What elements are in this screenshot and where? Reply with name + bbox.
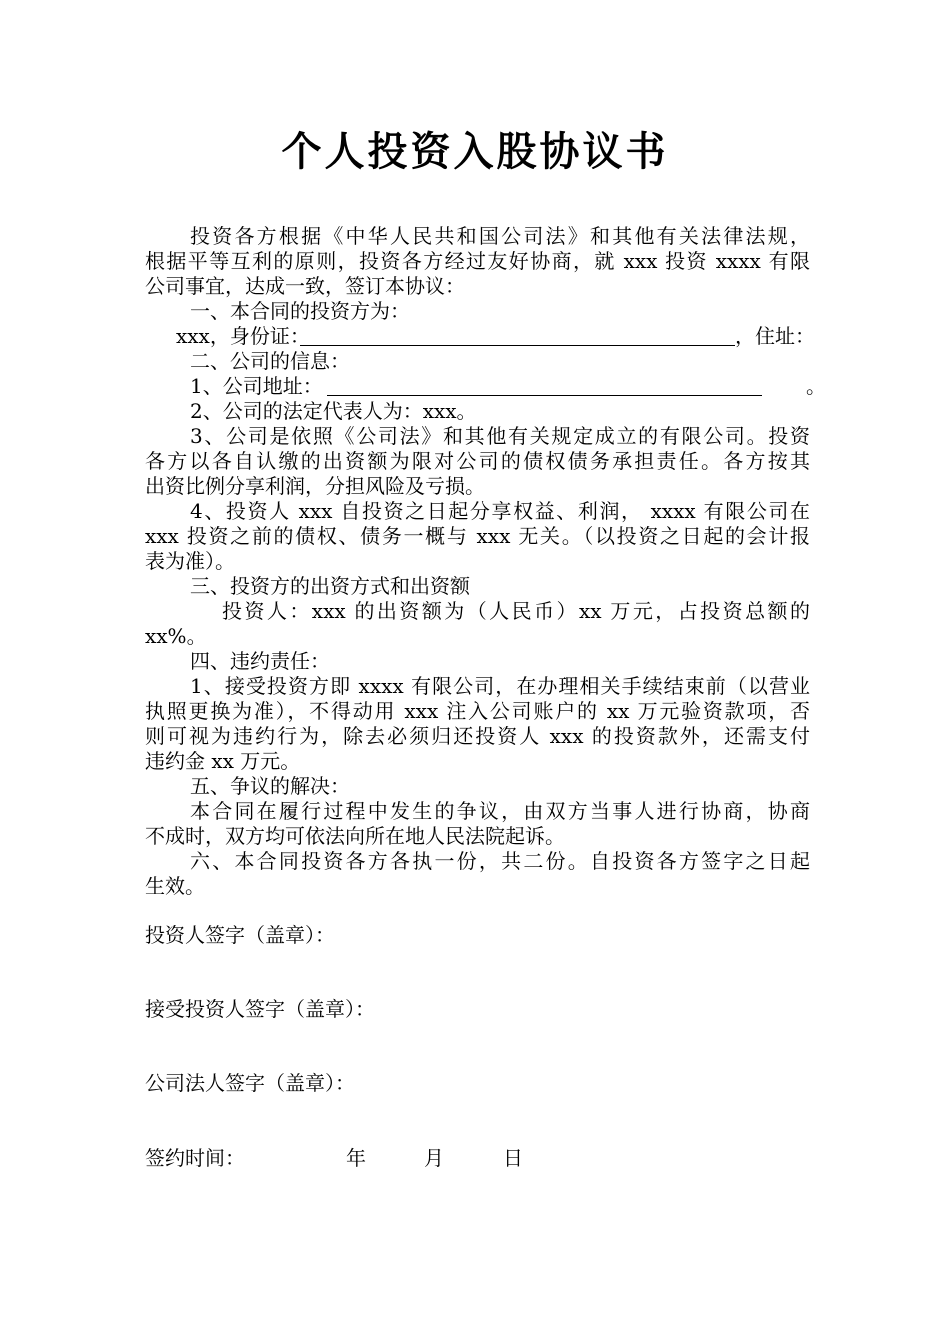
id-number-blank-line — [300, 345, 735, 346]
address-label: ，住址： — [735, 324, 815, 348]
receiver-signature-label: 接受投资人签字（盖章）： — [145, 997, 375, 1021]
sec2-item3-line-2: 各方以各自认缴的出资额为限对公司的债权债务承担责任。各方按其 — [145, 449, 810, 473]
company-address-blank-line — [327, 395, 762, 396]
sec3-body-line-1: 投资人：xxx 的出资额为（人民币）xx 万元，占投资总额的 — [222, 599, 810, 623]
sec2-item4-line-3: 表为准）。 — [145, 549, 235, 573]
section-3-heading: 三、投资方的出资方式和出资额 — [190, 574, 470, 598]
sec6-body-line-2: 生效。 — [145, 874, 205, 898]
sec2-item3-line-3: 出资比例分享利润，分担风险及亏损。 — [145, 474, 485, 498]
sec5-body-line-2: 不成时，双方均可依法向所在地人民法院起诉。 — [145, 824, 565, 848]
section-1-heading: 一、本合同的投资方为： — [190, 299, 410, 323]
company-address-end: 。 — [806, 374, 826, 398]
section-2-heading: 二、公司的信息： — [190, 349, 350, 373]
sec2-item4-line-1: 4、投资人 xxx 自投资之日起分享权益、利润， xxxx 有限公司在 — [190, 499, 810, 523]
legal-representative-line: 2、公司的法定代表人为：xxx。 — [190, 399, 477, 423]
intro-line-3: 公司事宜，达成一致，签订本协议： — [145, 274, 465, 298]
sec4-body-line-2: 执照更换为准），不得动用 xxx 注入公司账户的 xx 万元验资款项，否 — [145, 699, 810, 723]
intro-line-1: 投资各方根据《中华人民共和国公司法》和其他有关法律法规， — [190, 224, 810, 248]
company-address-label: 1、公司地址： — [190, 374, 323, 398]
sec6-body-line-1: 六、本合同投资各方各执一份，共二份。自投资各方签字之日起 — [190, 849, 810, 873]
sec4-body-line-1: 1、接受投资方即 xxxx 有限公司，在办理相关手续结束前（以营业 — [190, 674, 810, 698]
section-5-heading: 五、争议的解决： — [190, 774, 350, 798]
sec3-body-line-2: xx%。 — [145, 624, 207, 648]
legal-person-signature-label: 公司法人签字（盖章）： — [145, 1071, 355, 1095]
sec4-body-line-3: 则可视为违约行为，除去必须归还投资人 xxx 的投资款外，还需支付 — [145, 724, 810, 748]
investor-id-label: xxx，身份证： — [176, 324, 310, 348]
sec2-item3-line-1: 3、公司是依照《公司法》和其他有关规定成立的有限公司。投资 — [190, 424, 810, 448]
sec5-body-line-1: 本合同在履行过程中发生的争议，由双方当事人进行协商，协商 — [190, 799, 810, 823]
sec4-body-line-4: 违约金 xx 万元。 — [145, 749, 301, 773]
investor-signature-label: 投资人签字（盖章）： — [145, 923, 335, 947]
section-4-heading: 四、违约责任： — [190, 649, 330, 673]
date-day-label: 日 — [503, 1146, 523, 1170]
intro-line-2: 根据平等互利的原则，投资各方经过友好协商，就 xxx 投资 xxxx 有限 — [145, 249, 810, 273]
date-year-label: 年 — [346, 1146, 366, 1170]
document-title: 个人投资入股协议书 — [281, 128, 669, 175]
sign-date-label: 签约时间： — [145, 1146, 245, 1170]
date-month-label: 月 — [424, 1146, 444, 1170]
sec2-item4-line-2: xxx 投资之前的债权、债务一概与 xxx 无关。（以投资之日起的会计报 — [145, 524, 810, 548]
